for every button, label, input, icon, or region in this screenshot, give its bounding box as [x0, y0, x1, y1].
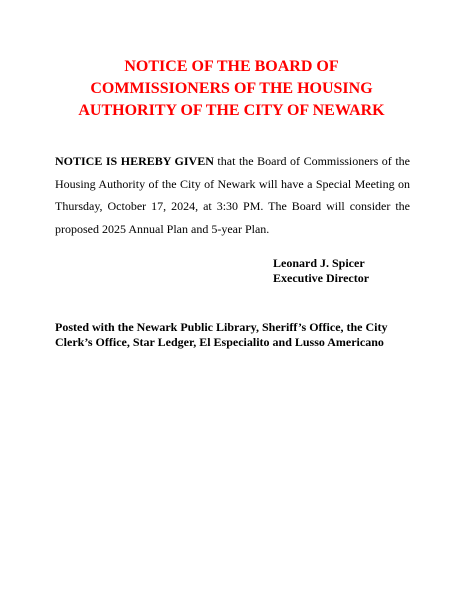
- notice-body-lead: NOTICE IS HEREBY GIVEN: [55, 154, 214, 168]
- signature-name: Leonard J. Spicer: [273, 256, 365, 270]
- posted-locations: [55, 320, 415, 350]
- signature-title: Executive Director: [273, 271, 370, 285]
- posted-line-2: Clerk’s Office, Star Ledger, El Especialito and Lusso Americano: [55, 335, 384, 349]
- notice-title: [40, 56, 423, 122]
- notice-title-line-3: AUTHORITY OF THE CITY OF NEWARK: [78, 102, 385, 119]
- notice-body: [55, 150, 410, 240]
- notice-title-line-1: NOTICE OF THE BOARD OF: [124, 58, 339, 75]
- notice-body-text: that the Board of Commissioners of the Housing Authority of the City of Newark will have a Special Meeting on Thursday, October 17, 2024, at 3:30 PM. The Board will consider the proposed 2025 Annual Plan and 5-year Plan.: [55, 154, 410, 236]
- notice-title-line-2: COMMISSIONERS OF THE HOUSING: [90, 80, 373, 97]
- posted-line-1: Posted with the Newark Public Library, Sheriff’s Office, the City: [55, 320, 388, 334]
- signature-block: [273, 256, 433, 286]
